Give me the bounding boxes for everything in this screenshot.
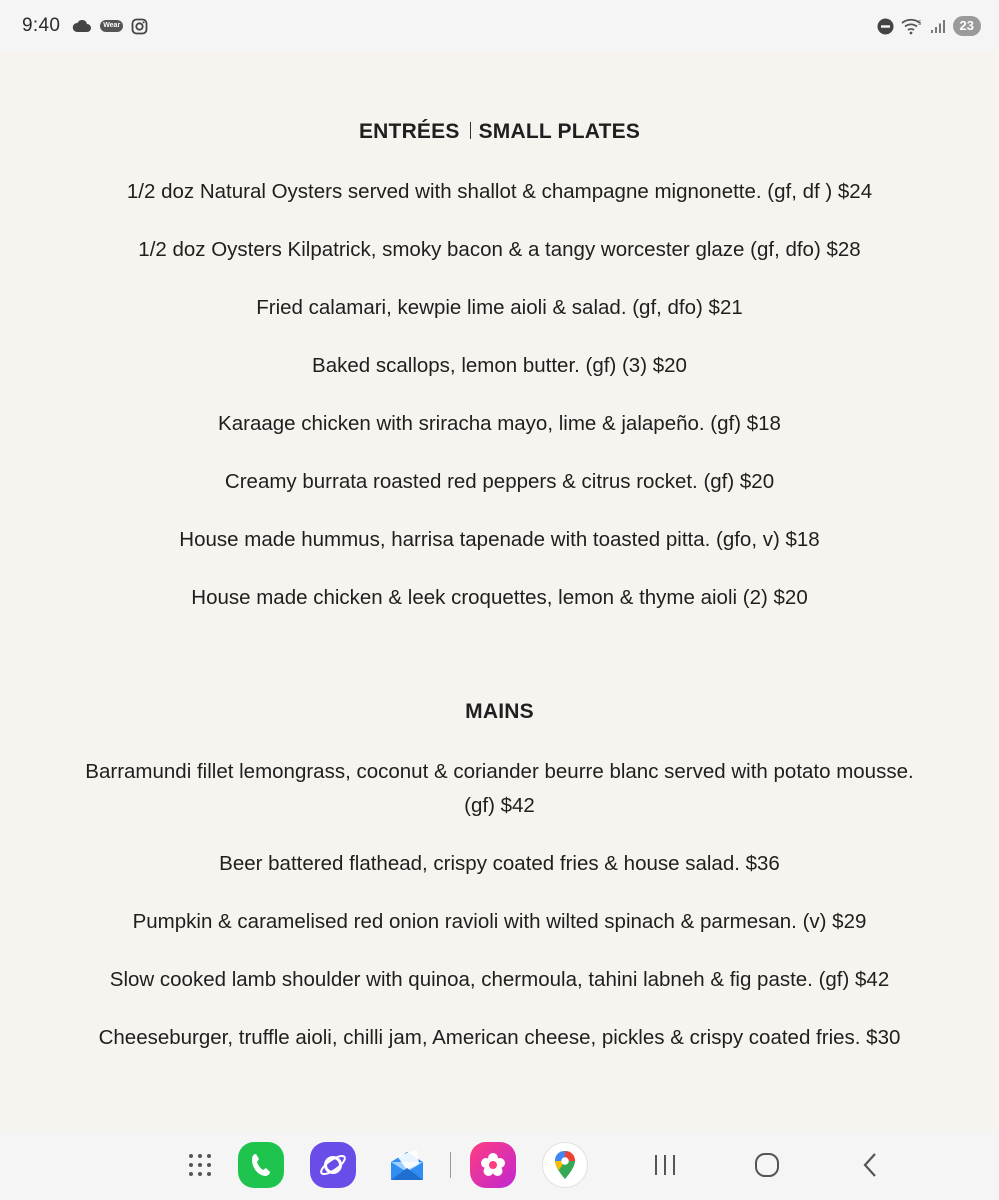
menu-item: Slow cooked lamb shoulder with quinoa, chermoula, tahini labneh & fig paste. (gf) $42	[109, 968, 890, 991]
battery-icon: 23	[953, 16, 981, 36]
entrees-section-title	[0, 120, 999, 144]
menu-item: Pumpkin & caramelised red onion ravioli with wilted spinach & parmesan. (v) $29	[132, 910, 867, 933]
maps-app-icon[interactable]	[542, 1142, 588, 1188]
cloud-icon	[72, 19, 92, 33]
status-left	[22, 15, 148, 37]
wear-icon	[100, 20, 123, 32]
dnd-icon	[877, 18, 894, 35]
status-right	[877, 16, 981, 36]
email-app-icon[interactable]	[384, 1142, 430, 1188]
back-button[interactable]	[847, 1142, 893, 1188]
phone-app-bg	[238, 1142, 284, 1188]
gallery-app-icon[interactable]	[470, 1142, 516, 1188]
menu-item: House made hummus, harrisa tapenade with toasted pitta. (gfo, v) $18	[179, 528, 820, 551]
svg-text:5: 5	[917, 20, 921, 27]
navigation-bar	[0, 1130, 999, 1200]
entrees-title-part1: ENTRÉES	[358, 120, 460, 143]
title-separator	[470, 122, 471, 139]
status-bar	[0, 0, 999, 52]
menu-item: 1/2 doz Natural Oysters served with shallot & champagne mignonette. (gf, df ) $24	[126, 180, 873, 203]
menu-item: Karaage chicken with sriracha mayo, lime & jalapeño. (gf) $18	[218, 412, 781, 435]
app-drawer-icon[interactable]	[177, 1142, 223, 1188]
gallery-app-bg	[470, 1142, 516, 1188]
menu-item: Baked scallops, lemon butter. (gf) (3) $20	[312, 354, 687, 377]
menu-item: Beer battered flathead, crispy coated fries & house salad. $36	[219, 852, 780, 875]
signal-icon	[930, 19, 946, 34]
home-button[interactable]	[744, 1142, 790, 1188]
wifi-icon	[901, 18, 923, 35]
phone-app-icon[interactable]	[238, 1142, 284, 1188]
entrees-title-part2: SMALL PLATES	[478, 120, 641, 143]
internet-app-bg	[310, 1142, 356, 1188]
menu-item: House made chicken & leek croquettes, lemon & thyme aioli (2) $20	[191, 586, 808, 609]
dock-divider	[448, 1142, 452, 1188]
wear-label: Wear	[100, 20, 123, 32]
menu-item: Barramundi fillet lemongrass, coconut & coriander beurre blanc served with potato mousse. (gf) $42	[85, 760, 914, 817]
menu-item: Cheeseburger, truffle aioli, chilli jam, American cheese, pickles & crispy coated fries. $30	[98, 1026, 901, 1049]
status-time: 9:40	[22, 15, 61, 36]
menu-item: Fried calamari, kewpie lime aioli & salad. (gf, dfo) $21	[256, 296, 743, 319]
internet-app-icon[interactable]	[310, 1142, 356, 1188]
maps-app-bg	[542, 1142, 588, 1188]
mains-section-title: MAINS	[465, 700, 534, 723]
recents-button[interactable]	[642, 1142, 688, 1188]
menu-item: Creamy burrata roasted red peppers & citrus rocket. (gf) $20	[224, 470, 775, 493]
menu-item: 1/2 doz Oysters Kilpatrick, smoky bacon & a tangy worcester glaze (gf, dfo) $28	[138, 238, 861, 261]
instagram-icon	[131, 18, 148, 35]
menu-page	[0, 52, 999, 1130]
